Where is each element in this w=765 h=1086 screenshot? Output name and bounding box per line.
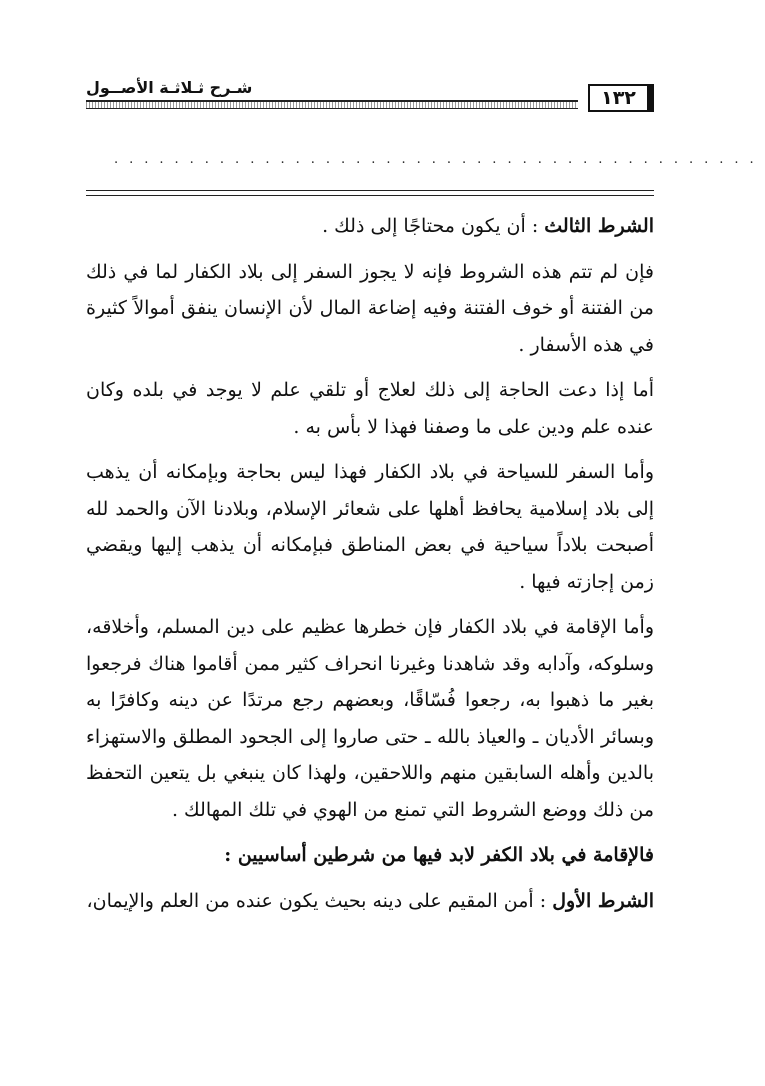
section-heading: فالإقامة في بلاد الكفر لابد فيها من شرطين أساسيين : <box>224 844 654 866</box>
double-rule-divider <box>86 190 654 196</box>
dotted-separator: ........................................... <box>114 152 765 167</box>
body-text <box>86 208 654 928</box>
condition-one-text: : أمن المقيم على دينه بحيث يكون عنده من العلم والإيمان، <box>86 889 547 912</box>
page-number: ١٣٢ <box>588 84 654 112</box>
paragraph: أما إذا دعت الحاجة إلى ذلك لعلاج أو تلقي علم لا يوجد في بلده وكان عنده علم ودين على ما وصفنا فهذا لا بأس به . <box>86 379 654 438</box>
running-title: شـرح ثـلاثـة الأصــول <box>86 78 253 97</box>
header-rule <box>86 100 578 109</box>
paragraph: فإن لم تتم هذه الشروط فإنه لا يجوز السفر إلى بلاد الكفار لما في ذلك من الفتنة أو خوف الفتنة وفيه إضاعة المال لأن الإنسان ينفق أموالاً كثيرة في هذه الأسفار . <box>86 260 654 356</box>
paragraph: وأما الإقامة في بلاد الكفار فإن خطرها عظيم على دين المسلم، وأخلاقه، وسلوكه، وآدابه وقد شاهدنا وغيرنا انحراف كثير ممن أقاموا هناك فرجعوا بغير ما ذهبوا به، رجعوا فُسّاقًا، وبعضهم رجع مرتدًا عن دينه وكافرًا به وبسائر الأديان ـ والعياذ بالله ـ حتى صاروا إلى الجحود المطلق والاستهزاء بالدين وأهله السابقين منهم واللاحقين، ولهذا كان ينبغي بل يتعين التحفظ من ذلك ووضع الشروط التي تمنع من الهوي في تلك المهالك . <box>86 616 654 821</box>
condition-three-text: : أن يكون محتاجًا إلى ذلك . <box>322 215 539 237</box>
paragraph: وأما السفر للسياحة في بلاد الكفار فهذا ليس بحاجة وبإمكانه أن يذهب إلى بلاد إسلامية يحافظ أهلها على شعائر الإسلام، وبلادنا الآن والحمد لله أصبحت بلاداً سياحية في بعض المناطق فبإمكانه أن يذهب إليها ويقضي زمن إجازته فيها . <box>86 461 654 593</box>
condition-three-paragraph <box>86 208 654 245</box>
page-header <box>86 76 654 116</box>
condition-three-label: الشرط الثالث <box>544 215 654 237</box>
condition-one-paragraph <box>86 883 654 920</box>
condition-one-label: الشرط الأول <box>552 889 654 912</box>
